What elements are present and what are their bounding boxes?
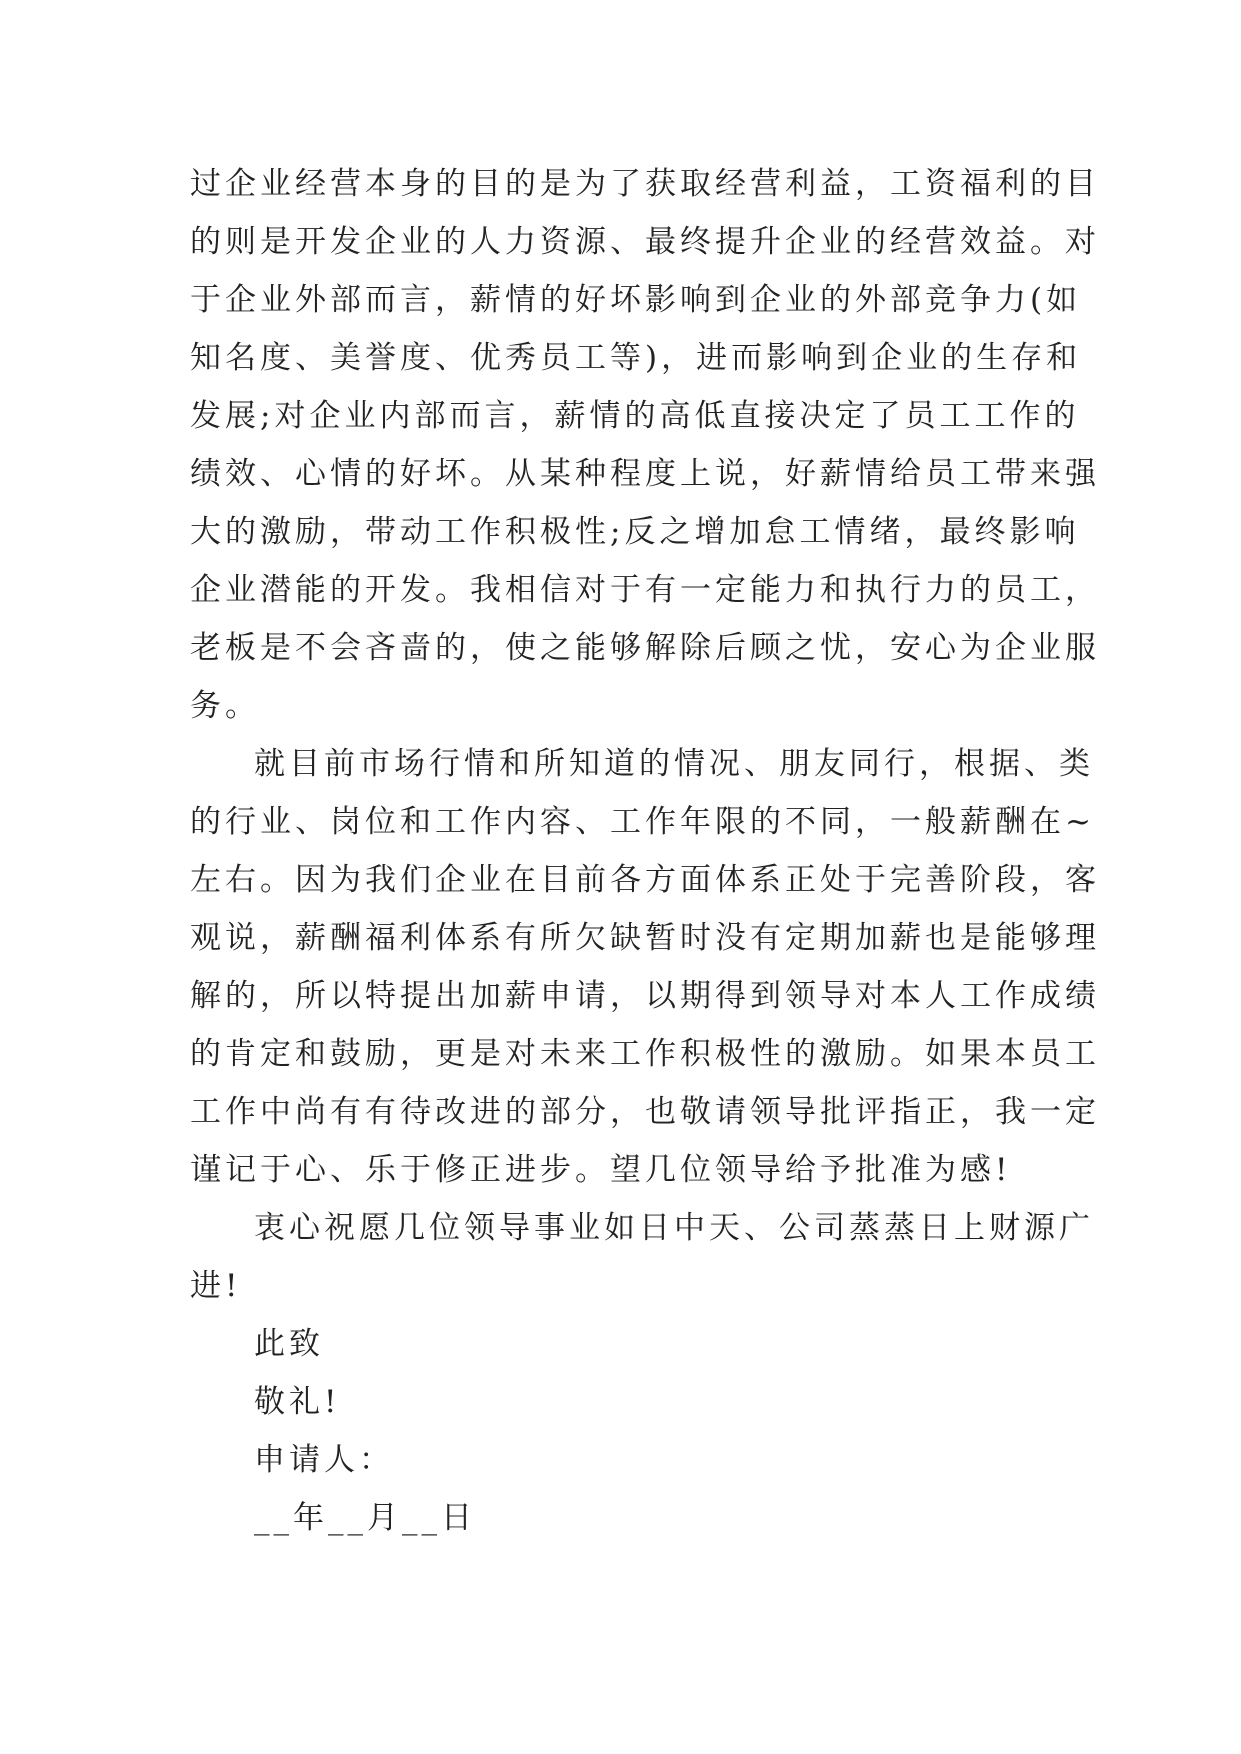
- closing-respect: 敬礼!: [254, 1384, 341, 1420]
- text-line: 衷心祝愿几位领导事业如日中天、公司蒸蒸日上财源广: [254, 1210, 1094, 1246]
- text-line: 企业潜能的开发。我相信对于有一定能力和执行力的员工，: [190, 572, 1100, 608]
- text-line: 务。: [190, 688, 260, 724]
- date-line: __年__月__日: [254, 1500, 476, 1536]
- text-line: 发展;对企业内部而言，薪情的高低直接决定了员工工作的: [190, 398, 1080, 434]
- text-line: 进!: [190, 1268, 242, 1304]
- paragraph-1: [190, 155, 1100, 735]
- text-line: 工作中尚有有待改进的部分，也敬请领导批评指正，我一定: [190, 1094, 1100, 1130]
- applicant-label: 申请人：: [254, 1442, 394, 1478]
- text-line: 绩效、心情的好坏。从某种程度上说，好薪情给员工带来强: [190, 456, 1100, 492]
- text-line: 老板是不会吝啬的，使之能够解除后顾之忧，安心为企业服: [190, 630, 1100, 666]
- closing-salutation: 此致: [254, 1326, 324, 1362]
- text-line: 的则是开发企业的人力资源、最终提升企业的经营效益。对: [190, 224, 1100, 260]
- text-line: 就目前市场行情和所知道的情况、朋友同行，根据、类: [254, 746, 1094, 782]
- letter-body: [190, 155, 1100, 1547]
- text-line: 的行业、岗位和工作内容、工作年限的不同，一般薪酬在~: [190, 804, 1095, 840]
- text-line: 谨记于心、乐于修正进步。望几位领导给予批准为感!: [190, 1152, 1012, 1188]
- text-line: 解的，所以特提出加薪申请，以期得到领导对本人工作成绩: [190, 978, 1100, 1014]
- text-line: 观说，薪酬福利体系有所欠缺暂时没有定期加薪也是能够理: [190, 920, 1100, 956]
- text-line: 过企业经营本身的目的是为了获取经营利益，工资福利的目: [190, 166, 1100, 202]
- text-line: 大的激励，带动工作积极性;反之增加怠工情绪，最终影响: [190, 514, 1080, 550]
- closing-section: [190, 1315, 1070, 1547]
- paragraph-2: [190, 735, 1100, 1199]
- text-line: 的肯定和鼓励，更是对未来工作积极性的激励。如果本员工: [190, 1036, 1100, 1072]
- text-line: 于企业外部而言，薪情的好坏影响到企业的外部竞争力(如: [190, 282, 1082, 318]
- paragraph-3: [190, 1199, 1094, 1315]
- text-line: 左右。因为我们企业在目前各方面体系正处于完善阶段，客: [190, 862, 1100, 898]
- text-line: 知名度、美誉度、优秀员工等)，进而影响到企业的生存和: [190, 340, 1082, 376]
